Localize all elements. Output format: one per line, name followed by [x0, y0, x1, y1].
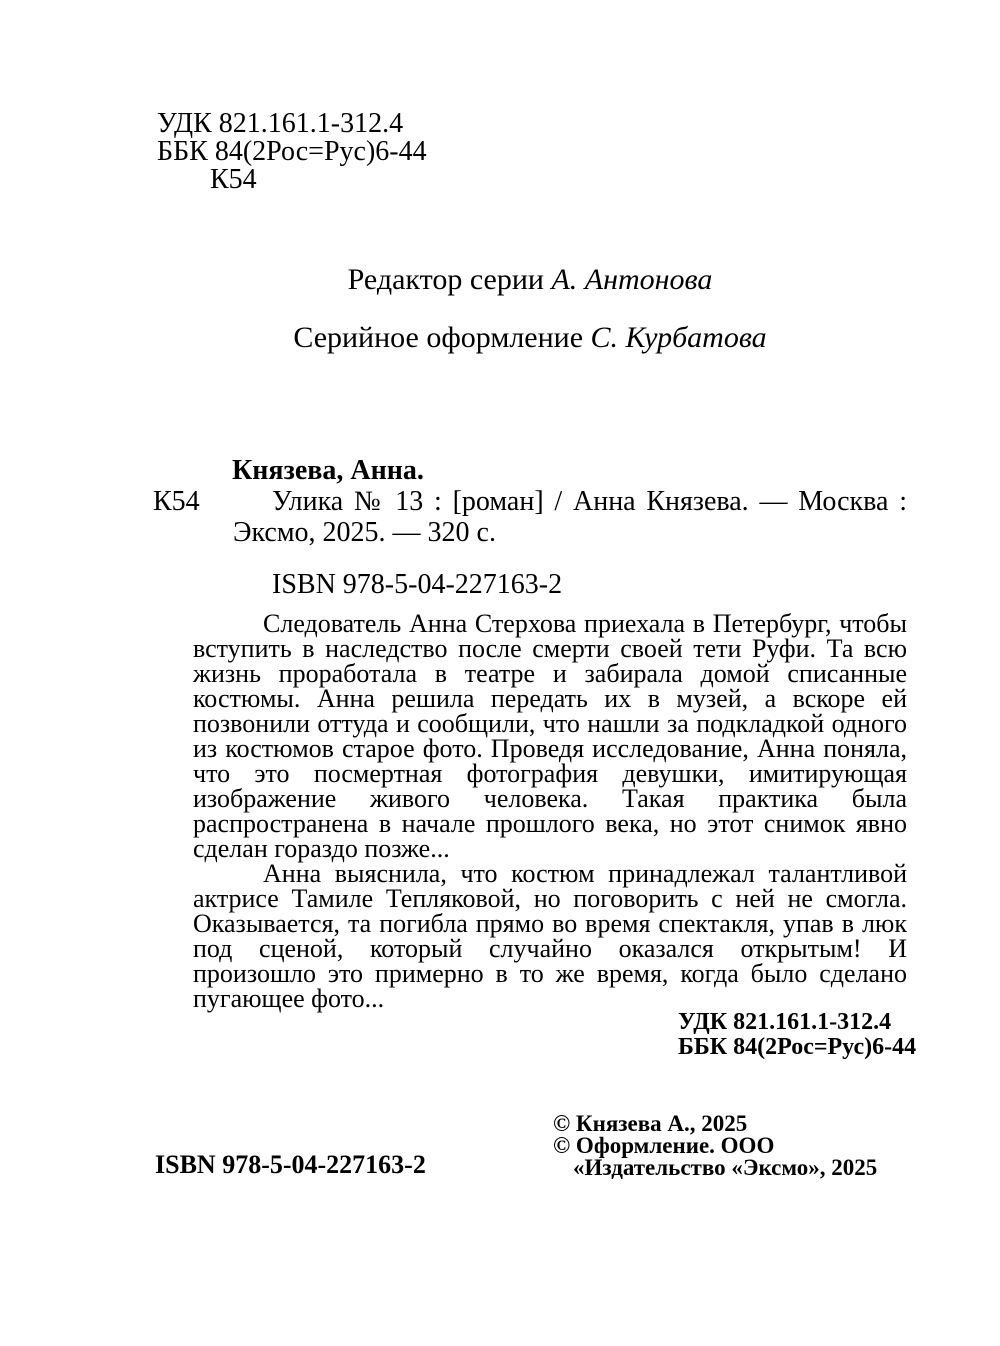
- catalog-entry-row: [153, 486, 907, 548]
- top-bibliographic-codes: [157, 110, 427, 194]
- series-design-label: Серийное оформление: [293, 321, 591, 354]
- bottom-udk-line: УДК 821.161.1-312.4: [678, 1009, 892, 1035]
- udk-line: УДК 821.161.1-312.4: [157, 108, 404, 139]
- copyright-publisher: © Оформление. ООО «Издательство «Эксмо», 2025: [553, 1133, 878, 1180]
- series-editor-credit: [155, 265, 905, 295]
- annotation: [193, 611, 907, 1011]
- catalog-author-heading: Князева, Анна.: [232, 455, 424, 486]
- annotation-paragraph-2: Анна выяснила, что костюм принадлежал талантливой актрисе Тамиле Тепляковой, но поговорить с ней не смогла. Оказывается, та погибла прямо во время спектакля, упав в люк под сценой, который случайно оказался открытым! И произошло это примерно в то же время, когда было сделано пугающее фото...: [193, 859, 907, 1013]
- bbk-line: ББК 84(2Рос=Рус)6-44: [157, 136, 427, 167]
- catalog-author-code: К54: [153, 486, 200, 517]
- footer-isbn: ISBN 978-5-04-227163-2: [155, 1150, 426, 1179]
- series-editor-label: Редактор серии: [347, 263, 552, 296]
- copyright-author: © Князева А., 2025: [553, 1111, 748, 1136]
- catalog-card: [153, 455, 907, 600]
- annotation-paragraph-1: Следователь Анна Стерхова приехала в Петербург, чтобы вступить в наследство после смерти своей тети Руфи. Та всю жизнь проработала в театре и забирала домой списанные костюмы. Анна решила передать их в музей, а вскоре ей позвонили оттуда и сообщили, что нашли за подкладкой одного из костюмов старое фото. Проведя исследование, Анна поняла, что это посмертная фотография девушки, имитирующая изображение живого человека. Такая практика была распространена в начале прошлого века, но этот снимок явно сделан гораздо позже...: [193, 609, 907, 863]
- copyright-block: [553, 1113, 925, 1179]
- series-design-credit: [155, 323, 905, 353]
- catalog-entry: Улика № 13 : [роман] / Анна Князева. — Москва : Эксмо, 2025. — 320 с.: [233, 486, 907, 548]
- bottom-bibliographic-codes: [678, 1010, 916, 1060]
- catalog-isbn: ISBN 978-5-04-227163-2: [272, 569, 563, 600]
- series-editor-name: А. Антонова: [551, 263, 713, 296]
- bottom-bbk-line: ББК 84(2Рос=Рус)6-44: [678, 1034, 917, 1060]
- series-design-name: С. Курбатова: [590, 321, 767, 354]
- author-code-line: К54: [210, 164, 257, 195]
